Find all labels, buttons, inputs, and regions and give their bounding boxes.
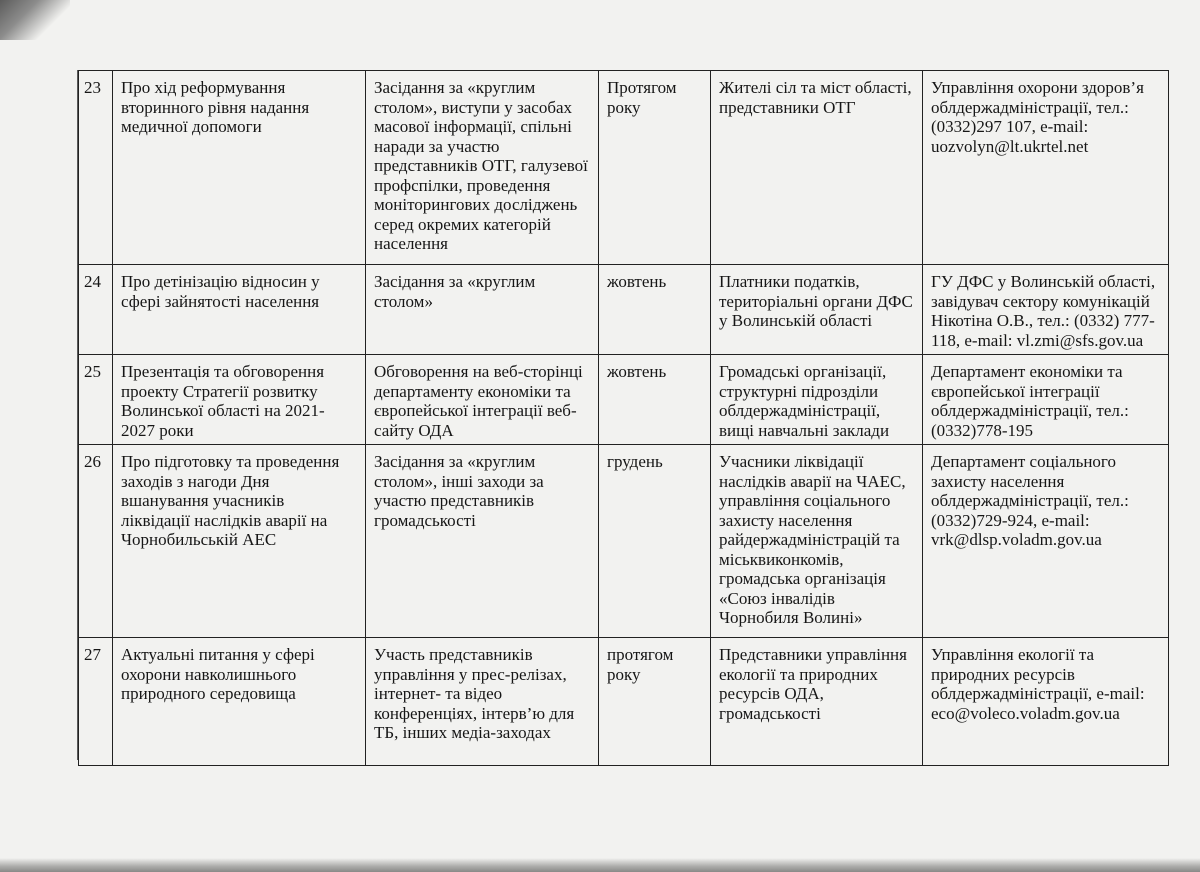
- row-term: жовтень: [599, 265, 711, 355]
- row-responsible: Управління екології та природних ресурсів облдержадміністрації, e-mail: eco@voleco.voladm.gov.ua: [923, 638, 1169, 766]
- events-plan-table: [78, 70, 1169, 766]
- row-form: Обговорення на веб-сторінці департаменту економіки та європейської інтеграції веб-сайту ОДА: [366, 355, 599, 445]
- row-topic: Про детінізацію відносин у сфері зайнятості населення: [113, 265, 366, 355]
- row-topic: Презентація та обговорення проекту Стратегії розвитку Волинської області на 2021-2027 роки: [113, 355, 366, 445]
- row-term: грудень: [599, 445, 711, 638]
- row-number: 23: [79, 71, 113, 265]
- row-term: жовтень: [599, 355, 711, 445]
- table-row-23: [79, 71, 1169, 265]
- row-topic: Про хід реформування вторинного рівня надання медичної допомоги: [113, 71, 366, 265]
- row-term: протягом року: [599, 638, 711, 766]
- row-audience: Представники управління екології та природних ресурсів ОДА, громадськості: [711, 638, 923, 766]
- row-number: 26: [79, 445, 113, 638]
- row-form: Засідання за «круглим столом»: [366, 265, 599, 355]
- row-responsible: Департамент соціального захисту населення облдержадміністрації, тел.: (0332)729-924, e-mail: vrk@dlsp.voladm.gov.ua: [923, 445, 1169, 638]
- row-topic: Актуальні питання у сфері охорони навколишнього природного середовища: [113, 638, 366, 766]
- row-term: Протягом року: [599, 71, 711, 265]
- row-form: Участь представників управління у прес-релізах, інтернет- та відео конференціях, інтерв’ю для ТБ, інших медіа-заходах: [366, 638, 599, 766]
- row-topic: Про підготовку та проведення заходів з нагоди Дня вшанування учасників ліквідації наслідків аварії на Чорнобильській АЕС: [113, 445, 366, 638]
- row-number: 27: [79, 638, 113, 766]
- table-row-25: [79, 355, 1169, 445]
- row-responsible: Департамент економіки та європейської інтеграції облдержадміністрації, тел.: (0332)778-195: [923, 355, 1169, 445]
- row-number: 25: [79, 355, 113, 445]
- table-row-26: [79, 445, 1169, 638]
- row-responsible: Управління охорони здоров’я облдержадміністрації, тел.: (0332)297 107, e-mail: uozvolyn@lt.ukrtel.net: [923, 71, 1169, 265]
- row-responsible: ГУ ДФС у Волинській області, завідувач сектору комунікацій Нікотіна О.В., тел.: (0332) 777-118, e-mail: vl.zmi@sfs.gov.ua: [923, 265, 1169, 355]
- table-row-27: [79, 638, 1169, 766]
- row-form: Засідання за «круглим столом», інші заходи за участю представників громадськості: [366, 445, 599, 638]
- row-audience: Учасники ліквідації наслідків аварії на ЧАЕС, управління соціального захисту населення райдержадміністрацій та міськвиконкомів, громадська організація «Союз інвалідів Чорнобиля Волині»: [711, 445, 923, 638]
- table-row-24: [79, 265, 1169, 355]
- row-audience: Громадські організації, структурні підрозділи облдержадміністрації, вищі навчальні заклади: [711, 355, 923, 445]
- row-audience: Жителі сіл та міст області, представники ОТГ: [711, 71, 923, 265]
- scan-shadow-top-left: [0, 0, 70, 40]
- row-audience: Платники податків, територіальні органи ДФС у Волинській області: [711, 265, 923, 355]
- row-number: 24: [79, 265, 113, 355]
- row-form: Засідання за «круглим столом», виступи у засобах масової інформації, спільні наради за участю представників ОТГ, галузевої профспілки, проведення моніторингових досліджень серед окремих категорій населення: [366, 71, 599, 265]
- scan-bottom-edge: [0, 858, 1200, 872]
